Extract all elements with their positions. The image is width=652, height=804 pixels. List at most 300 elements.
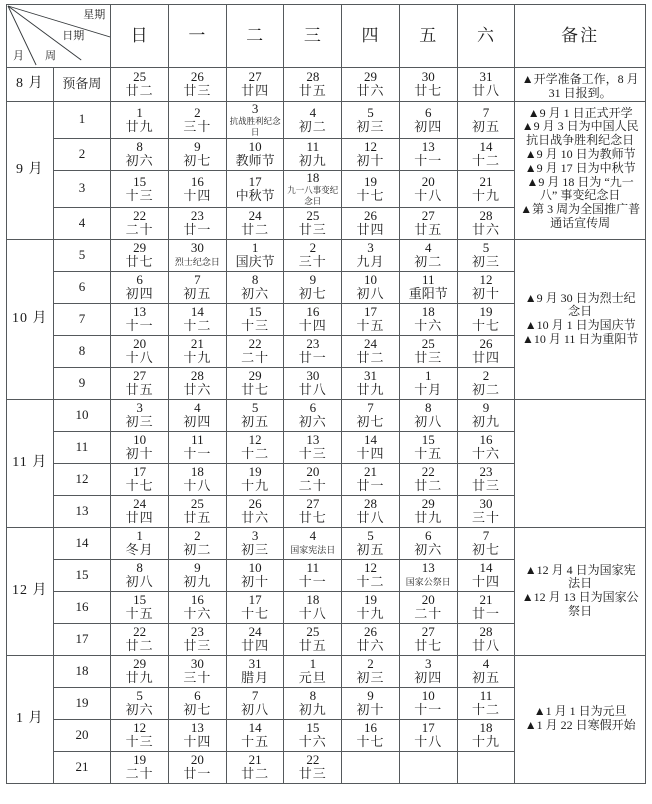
day-cell: [457, 463, 515, 495]
day-cell: [399, 559, 457, 591]
week-number-cell: 15: [53, 559, 111, 591]
lunar-or-festival-label: 廿八: [298, 382, 327, 398]
solar-date: 16: [364, 720, 378, 736]
day-cell: [226, 101, 284, 138]
day-cell: [169, 303, 227, 335]
solar-date: 10: [133, 432, 147, 448]
day-cell: [284, 495, 342, 527]
lunar-or-festival-label: 十六: [298, 734, 327, 750]
lunar-or-festival-label: 腊月: [241, 670, 270, 686]
lunar-or-festival-label: 十六: [414, 318, 443, 334]
lunar-or-festival-label: 廿二: [125, 83, 154, 99]
solar-date: 4: [482, 656, 490, 672]
day-cell: [284, 68, 342, 102]
day-cell: [284, 463, 342, 495]
lunar-or-festival-label: 初五: [183, 286, 212, 302]
day-cell: [457, 271, 515, 303]
lunar-or-festival-label: 十八: [183, 478, 212, 494]
lunar-or-festival-label: 初七: [356, 414, 385, 430]
lunar-or-festival-label: 十一: [414, 153, 443, 169]
lunar-or-festival-label: 廿二: [241, 222, 270, 238]
lunar-or-festival-label: 十六: [471, 446, 500, 462]
lunar-or-festival-label: 廿四: [241, 83, 270, 99]
lunar-or-festival-label: 十五: [241, 734, 270, 750]
solar-date: 17: [421, 720, 435, 736]
solar-date: 18: [306, 592, 320, 608]
week-number-cell: 20: [53, 719, 111, 751]
weekday-header-thu: 四: [342, 5, 400, 68]
lunar-or-festival-label: 廿七: [298, 510, 327, 526]
solar-date: 4: [425, 240, 432, 256]
lunar-or-festival-label: 二十: [298, 478, 327, 494]
solar-date: 12: [248, 432, 262, 448]
day-cell: [457, 367, 515, 399]
lunar-or-festival-label: 廿一: [471, 606, 500, 622]
week-number-cell: 10: [53, 399, 111, 431]
solar-date: 6: [425, 528, 432, 544]
lunar-or-festival-label: 初八: [125, 574, 154, 590]
solar-date: 25: [190, 496, 204, 512]
lunar-or-festival-label: 十一: [183, 446, 212, 462]
solar-date: 6: [194, 688, 201, 704]
lunar-or-festival-label: 十七: [471, 318, 500, 334]
solar-date: 5: [251, 400, 259, 416]
day-cell: [169, 138, 227, 170]
solar-date: 28: [479, 624, 493, 640]
lunar-or-festival-label: 十一: [125, 318, 154, 334]
day-cell: [226, 170, 284, 207]
solar-date: 13: [421, 139, 435, 155]
corner-month-label: 月: [13, 50, 24, 63]
day-cell: [399, 495, 457, 527]
solar-date: 7: [482, 528, 490, 544]
solar-date: 30: [479, 496, 493, 512]
day-cell: [111, 559, 169, 591]
solar-date: 14: [479, 560, 493, 576]
lunar-or-festival-label: 廿五: [298, 638, 327, 654]
solar-date: 21: [190, 336, 204, 352]
day-cell: [111, 431, 169, 463]
day-cell: [342, 591, 400, 623]
day-cell: [399, 655, 457, 687]
lunar-or-festival-label: 初六: [414, 542, 443, 558]
lunar-or-festival-label: 初二: [183, 542, 212, 558]
notes-cell: [515, 655, 646, 783]
lunar-or-festival-label: 初七: [183, 702, 212, 718]
note-line: ▲9 月 30 日为烈士纪: [524, 290, 636, 305]
day-cell: [111, 527, 169, 559]
solar-date: 18: [306, 169, 320, 185]
note-line: ▲10 月 1 日为国庆节: [524, 318, 636, 333]
month-label-cell: 11 月: [7, 399, 54, 527]
day-cell: [284, 559, 342, 591]
lunar-or-festival-label: 初三: [471, 254, 500, 270]
weekday-header-tue: 二: [226, 5, 284, 68]
lunar-or-festival-label: 重阳节: [408, 286, 448, 302]
solar-date: 3: [367, 240, 374, 256]
day-cell: [399, 623, 457, 655]
lunar-or-festival-label: 十三: [125, 187, 154, 203]
day-cell: [342, 687, 400, 719]
lunar-or-festival-label: 廿六: [241, 510, 270, 526]
solar-date: 7: [194, 272, 201, 288]
solar-date: 13: [190, 720, 204, 736]
solar-date: 22: [133, 624, 147, 640]
day-cell: [457, 527, 515, 559]
note-line: 通话宣传周: [550, 215, 611, 230]
day-cell: [457, 399, 515, 431]
solar-date: 23: [190, 624, 204, 640]
day-cell: [457, 623, 515, 655]
lunar-or-festival-label: 廿三: [414, 350, 443, 366]
note-line: ▲1 月 22 日寒假开始: [524, 718, 636, 733]
day-cell: [284, 101, 342, 138]
day-cell: [399, 68, 457, 102]
lunar-or-festival-label: 廿四: [471, 350, 500, 366]
lunar-or-festival-label: 初四: [414, 670, 443, 686]
day-cell: [226, 719, 284, 751]
lunar-or-festival-label: 初四: [125, 286, 154, 302]
corner-weekday-label: 星期: [83, 9, 106, 21]
lunar-or-festival-label: 十二: [183, 318, 212, 334]
lunar-or-festival-label: 十二: [471, 153, 500, 169]
day-cell: [284, 527, 342, 559]
note-line: ▲9 月 1 日正式开学: [527, 105, 633, 120]
day-cell: [226, 463, 284, 495]
lunar-or-festival-label: 十一: [298, 574, 327, 590]
day-cell: [284, 719, 342, 751]
lunar-or-festival-label: 初十: [125, 446, 154, 462]
solar-date: 20: [421, 592, 435, 608]
day-cell: [226, 431, 284, 463]
solar-date: 12: [479, 272, 493, 288]
day-cell: [111, 495, 169, 527]
solar-date: 8: [136, 139, 143, 155]
day-cell: [111, 591, 169, 623]
solar-date: 1: [251, 240, 259, 256]
solar-date: 27: [421, 208, 435, 224]
day-cell-empty: [457, 751, 515, 783]
lunar-or-festival-label: 廿四: [241, 638, 270, 654]
day-cell: [284, 271, 342, 303]
solar-date: 21: [479, 173, 493, 189]
solar-date: 14: [479, 139, 493, 155]
solar-date: 1: [309, 656, 317, 672]
day-cell: [226, 495, 284, 527]
lunar-or-festival-label: 十九: [356, 606, 385, 622]
day-cell: [457, 170, 515, 207]
week-number-cell: 8: [53, 335, 111, 367]
lunar-or-festival-label: 廿八: [471, 83, 500, 99]
lunar-or-festival-label: 初十: [471, 286, 500, 302]
solar-date: 16: [479, 432, 493, 448]
lunar-or-festival-label: 初八: [356, 286, 385, 302]
weekday-header-mon: 一: [169, 5, 227, 68]
lunar-or-festival-label: 廿七: [414, 83, 443, 99]
lunar-or-festival-label: 初七: [471, 542, 500, 558]
day-cell: [399, 170, 457, 207]
solar-date: 19: [248, 464, 262, 480]
lunar-or-festival-label: 廿六: [471, 222, 500, 238]
solar-date: 25: [306, 624, 320, 640]
day-cell-empty: [342, 751, 400, 783]
day-cell: [284, 655, 342, 687]
solar-date: 9: [194, 560, 201, 576]
lunar-or-festival-label: 二十: [241, 350, 270, 366]
lunar-or-festival-label: 十一: [414, 702, 443, 718]
day-cell: [111, 101, 169, 138]
corner-diagonal-header: [7, 5, 111, 68]
lunar-or-festival-label: 十九: [471, 187, 500, 203]
lunar-or-festival-label: 初四: [183, 414, 212, 430]
day-cell: [169, 559, 227, 591]
lunar-or-festival-label: 初五: [356, 542, 385, 558]
solar-date: 21: [479, 592, 493, 608]
lunar-or-festival-label: 初七: [298, 286, 327, 302]
day-cell: [111, 335, 169, 367]
solar-date: 24: [364, 336, 378, 352]
solar-date: 31: [364, 368, 378, 384]
solar-date: 25: [306, 208, 320, 224]
week-number-cell: 7: [53, 303, 111, 335]
solar-date: 10: [421, 688, 435, 704]
solar-date: 31: [248, 656, 262, 672]
day-cell: [226, 303, 284, 335]
day-cell: [226, 271, 284, 303]
solar-date: 22: [248, 336, 262, 352]
lunar-or-festival-label: 初三: [356, 670, 385, 686]
lunar-or-festival-label: 十四: [183, 187, 212, 203]
day-cell: [399, 591, 457, 623]
lunar-or-festival-label: 初八: [414, 414, 443, 430]
lunar-or-festival-label: 十二: [241, 446, 270, 462]
solar-date: 11: [191, 432, 204, 448]
day-cell: [457, 719, 515, 751]
lunar-or-festival-label: 十七: [356, 187, 385, 203]
solar-date: 30: [190, 656, 204, 672]
day-cell: [111, 138, 169, 170]
lunar-or-festival-label: 十七: [125, 478, 154, 494]
lunar-or-festival-label: 初九: [298, 153, 327, 169]
lunar-or-festival-label: 十四: [356, 446, 385, 462]
note-line: 祭日: [568, 603, 593, 618]
day-cell: [457, 655, 515, 687]
lunar-or-festival-label: 十三: [125, 734, 154, 750]
lunar-or-festival-label: 十九: [183, 350, 212, 366]
solar-date: 19: [364, 173, 378, 189]
solar-date: 2: [309, 240, 317, 256]
solar-date: 30: [190, 240, 204, 256]
solar-date: 8: [136, 560, 143, 576]
lunar-or-festival-label: 十月: [414, 382, 443, 398]
solar-date: 29: [248, 368, 262, 384]
lunar-or-festival-label: 初十: [356, 153, 385, 169]
week-number-cell: 21: [53, 751, 111, 783]
solar-date: 11: [306, 139, 320, 155]
day-cell: [399, 335, 457, 367]
week-number-cell: 预备周: [53, 68, 111, 102]
lunar-or-festival-label: 初十: [241, 574, 270, 590]
day-cell: [226, 138, 284, 170]
solar-date: 6: [425, 104, 432, 120]
solar-date: 15: [421, 432, 435, 448]
solar-date: 11: [421, 272, 435, 288]
solar-date: 3: [251, 528, 259, 544]
solar-date: 14: [364, 432, 378, 448]
lunar-or-festival-label: 元旦: [298, 670, 327, 686]
lunar-or-festival-label: 十五: [414, 446, 443, 462]
day-cell: [284, 239, 342, 271]
solar-date: 26: [364, 624, 378, 640]
note-line: ▲9 月 18 日为 “九一: [526, 174, 634, 189]
day-cell: [111, 239, 169, 271]
solar-date: 21: [364, 464, 378, 480]
lunar-or-festival-label: 初二: [471, 382, 500, 398]
solar-date: 16: [190, 592, 204, 608]
note-line: ▲10 月 11 日为重阳节: [521, 331, 639, 346]
day-cell: [226, 527, 284, 559]
month-label-cell: 1 月: [7, 655, 54, 783]
day-cell: [399, 138, 457, 170]
day-cell: [111, 463, 169, 495]
solar-date: 1: [136, 104, 143, 120]
day-cell: [457, 431, 515, 463]
lunar-or-festival-label: 三十: [183, 118, 212, 134]
day-cell: [457, 591, 515, 623]
day-cell: [284, 138, 342, 170]
day-cell: [169, 335, 227, 367]
lunar-or-festival-label: 廿一: [183, 766, 212, 782]
lunar-or-festival-label: 抗战胜利纪念日: [229, 115, 281, 137]
lunar-or-festival-label: 十五: [125, 606, 154, 622]
day-cell: [399, 431, 457, 463]
lunar-or-festival-label: 十八: [298, 606, 327, 622]
lunar-or-festival-label: 廿五: [298, 83, 327, 99]
day-cell: [284, 623, 342, 655]
solar-date: 27: [248, 69, 262, 85]
solar-date: 28: [306, 69, 320, 85]
week-number-cell: 1: [53, 101, 111, 138]
day-cell: [284, 170, 342, 207]
solar-date: 20: [190, 752, 204, 768]
note-line: ▲12 月 13 日为国家公: [521, 590, 639, 605]
solar-date: 30: [421, 69, 435, 85]
lunar-or-festival-label: 廿一: [298, 350, 327, 366]
solar-date: 28: [479, 208, 493, 224]
day-cell: [342, 559, 400, 591]
lunar-or-festival-label: 十三: [298, 446, 327, 462]
notes-cell: [515, 527, 646, 655]
note-line: ▲9 月 17 日为中秋节: [524, 160, 636, 175]
day-cell: [342, 399, 400, 431]
lunar-or-festival-label: 二十: [414, 606, 443, 622]
solar-date: 27: [421, 624, 435, 640]
lunar-or-festival-label: 十七: [241, 606, 270, 622]
lunar-or-festival-label: 十六: [183, 606, 212, 622]
solar-date: 4: [309, 104, 317, 120]
day-cell: [457, 207, 515, 239]
solar-date: 2: [194, 104, 201, 120]
lunar-or-festival-label: 初六: [125, 702, 154, 718]
week-row: [7, 68, 646, 102]
lunar-or-festival-label: 廿一: [356, 478, 385, 494]
solar-date: 15: [306, 720, 320, 736]
lunar-or-festival-label: 教师节: [235, 153, 275, 169]
lunar-or-festival-label: 十七: [356, 734, 385, 750]
solar-date: 25: [133, 69, 147, 85]
solar-date: 26: [479, 336, 493, 352]
month-label-cell: 10 月: [7, 239, 54, 399]
day-cell: [399, 303, 457, 335]
lunar-or-festival-label: 初五: [471, 670, 500, 686]
lunar-or-festival-label: 十五: [356, 318, 385, 334]
solar-date: 12: [364, 139, 378, 155]
solar-date: 12: [364, 560, 378, 576]
week-row: [7, 655, 646, 687]
lunar-or-festival-label: 初五: [471, 118, 500, 134]
lunar-or-festival-label: 十四: [298, 318, 327, 334]
lunar-or-festival-label: 初二: [298, 118, 327, 134]
solar-date: 1: [425, 368, 432, 384]
corner-week-label: 周: [45, 50, 56, 63]
week-row: [7, 399, 646, 431]
lunar-or-festival-label: 廿九: [414, 510, 443, 526]
solar-date: 18: [421, 304, 435, 320]
day-cell: [226, 207, 284, 239]
lunar-or-festival-label: 廿八: [356, 510, 385, 526]
day-cell: [399, 687, 457, 719]
solar-date: 27: [306, 496, 320, 512]
lunar-or-festival-label: 廿五: [125, 382, 154, 398]
note-line: 抗日战争胜利纪念日: [526, 133, 635, 148]
day-cell: [226, 751, 284, 783]
day-cell: [284, 431, 342, 463]
solar-date: 5: [136, 688, 143, 704]
day-cell: [111, 399, 169, 431]
note-line: ▲1 月 1 日为元旦: [533, 704, 627, 719]
day-cell: [169, 399, 227, 431]
solar-date: 17: [248, 592, 262, 608]
lunar-or-festival-label: 九月: [356, 254, 385, 270]
week-number-cell: 19: [53, 687, 111, 719]
solar-date: 9: [194, 139, 201, 155]
day-cell: [169, 207, 227, 239]
solar-date: 12: [133, 720, 147, 736]
solar-date: 23: [306, 336, 320, 352]
day-cell: [284, 207, 342, 239]
day-cell: [284, 591, 342, 623]
solar-date: 30: [306, 368, 320, 384]
day-cell: [342, 367, 400, 399]
lunar-or-festival-label: 初六: [125, 153, 154, 169]
day-cell: [111, 303, 169, 335]
solar-date: 7: [367, 400, 374, 416]
solar-date: 2: [194, 528, 201, 544]
corner-date-label: 日期: [62, 30, 85, 42]
solar-date: 17: [248, 173, 262, 189]
day-cell: [226, 239, 284, 271]
day-cell: [399, 239, 457, 271]
solar-date: 15: [133, 592, 147, 608]
lunar-or-festival-label: 廿九: [125, 670, 154, 686]
solar-date: 10: [248, 139, 262, 155]
lunar-or-festival-label: 廿九: [356, 382, 385, 398]
day-cell: [284, 687, 342, 719]
lunar-or-festival-label: 初九: [183, 574, 212, 590]
solar-date: 4: [194, 400, 201, 416]
solar-date: 11: [479, 688, 493, 704]
note-line: 八” 事变纪念日: [540, 188, 621, 203]
